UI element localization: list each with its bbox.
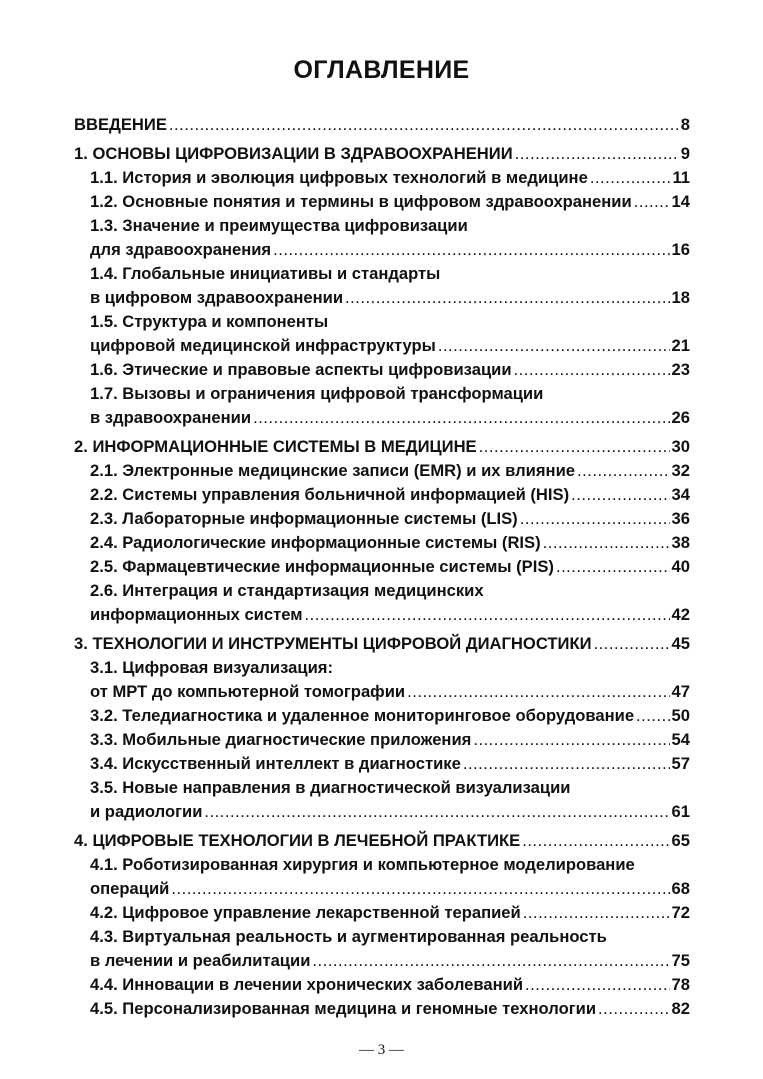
dot-leader <box>556 555 670 579</box>
toc-section-entry[interactable] <box>74 704 690 728</box>
dot-leader <box>204 800 669 824</box>
toc-entry-title: цифровой медицинской инфраструктуры <box>90 336 436 355</box>
toc-entry-row <box>90 358 690 382</box>
toc-page-number: 11 <box>672 168 690 187</box>
toc-page-number: 45 <box>671 634 690 653</box>
toc-page-number: 34 <box>671 485 690 504</box>
page-title: ОГЛАВЛЕНИЕ <box>293 56 470 84</box>
toc-entry-title: в цифровом здравоохранении <box>90 288 344 307</box>
dot-leader <box>525 973 670 997</box>
toc-entry-title-line: 4.1. Роботизированная хирургия и компьютерное моделирование <box>90 855 635 874</box>
toc-entry-row <box>90 238 690 262</box>
toc-entry-title: 3. ТЕХНОЛОГИИ И ИНСТРУМЕНТЫ ЦИФРОВОЙ ДИАГНОСТИКИ <box>74 634 592 653</box>
toc-section-entry[interactable] <box>74 166 690 190</box>
toc-entry-title: в здравоохранении <box>90 408 252 427</box>
toc-section-entry[interactable] <box>74 728 690 752</box>
toc-entry-row <box>90 507 690 531</box>
toc-entry-row <box>90 680 690 704</box>
dot-leader <box>543 531 670 555</box>
toc-entry-title: от МРТ до компьютерной томографии <box>90 682 406 701</box>
toc-entry-title-line: 3.1. Цифровая визуализация: <box>90 658 333 677</box>
toc-section-entry[interactable] <box>74 214 690 262</box>
toc-section-entry[interactable] <box>74 310 690 358</box>
dot-leader <box>577 459 670 483</box>
toc-section-entry[interactable] <box>74 382 690 430</box>
toc-entry-title: 3.2. Теледиагностика и удаленное мониторинговое оборудование <box>90 706 635 725</box>
toc-page-number: 65 <box>671 831 690 850</box>
toc-section-entry[interactable] <box>74 358 690 382</box>
toc-chapter-entry[interactable] <box>74 113 690 137</box>
toc-entry-title: 3.3. Мобильные диагностические приложения <box>90 730 472 749</box>
toc-entry-title: 1. ОСНОВЫ ЦИФРОВИЗАЦИИ В ЗДРАВООХРАНЕНИИ <box>74 144 513 163</box>
toc-entry-title-line: 3.5. Новые направления в диагностической визуализации <box>90 778 571 797</box>
toc-page-number: 30 <box>671 437 690 456</box>
toc-entry-title-line: 1.5. Структура и компоненты <box>90 312 329 331</box>
toc-section-entry[interactable] <box>74 901 690 925</box>
toc-entry-title: для здравоохранения <box>90 240 272 259</box>
dot-leader <box>407 680 669 704</box>
toc-entry-row <box>90 728 690 752</box>
dot-leader <box>479 435 670 459</box>
toc-entry-title: операций <box>90 879 170 898</box>
dot-leader <box>634 190 670 214</box>
toc-page-number: 26 <box>671 408 690 427</box>
toc-entry-row <box>90 190 690 214</box>
toc-chapter-entry[interactable] <box>74 142 690 166</box>
toc-entry-row <box>74 113 690 137</box>
toc-chapter-entry[interactable] <box>74 829 690 853</box>
toc-page-number: 8 <box>680 115 690 134</box>
toc-entry-title-line: 2.6. Интеграция и стандартизация медицинских <box>90 581 484 600</box>
table-of-contents <box>74 113 690 1021</box>
toc-section-entry[interactable] <box>74 973 690 997</box>
toc-page-number: 32 <box>671 461 690 480</box>
toc-section-entry[interactable] <box>74 997 690 1021</box>
toc-page-number: 42 <box>671 605 690 624</box>
dot-leader <box>171 877 669 901</box>
dot-leader <box>636 704 669 728</box>
toc-section-entry[interactable] <box>74 925 690 973</box>
dot-leader <box>594 632 670 656</box>
toc-page-number: 54 <box>671 730 690 749</box>
toc-page-number: 40 <box>671 557 690 576</box>
toc-entry-row <box>90 973 690 997</box>
dot-leader <box>523 901 670 925</box>
toc-entry-title: информационных систем <box>90 605 303 624</box>
dot-leader <box>438 334 670 358</box>
dot-leader <box>273 238 669 262</box>
toc-entry-title-line: 1.4. Глобальные инициативы и стандарты <box>90 264 441 283</box>
toc-entry-row <box>90 531 690 555</box>
toc-entry-title-line: 1.7. Вызовы и ограничения цифровой трансформации <box>90 384 544 403</box>
toc-entry-row <box>90 704 690 728</box>
toc-entry-row <box>90 459 690 483</box>
toc-entry-title: 2.3. Лабораторные информационные системы (LIS) <box>90 509 518 528</box>
dot-leader <box>345 286 669 310</box>
toc-entry-title: 4.4. Инновации в лечении хронических заболеваний <box>90 975 524 994</box>
toc-entry-row <box>90 997 690 1021</box>
dot-leader <box>169 113 679 137</box>
toc-entry-title: 2. ИНФОРМАЦИОННЫЕ СИСТЕМЫ В МЕДИЦИНЕ <box>74 437 477 456</box>
toc-entry-title: и радиологии <box>90 802 203 821</box>
toc-section-entry[interactable] <box>74 752 690 776</box>
toc-page-number: 23 <box>671 360 690 379</box>
toc-page-number: 36 <box>671 509 690 528</box>
toc-entry-title: 4.5. Персонализированная медицина и геномные технологии <box>90 999 597 1018</box>
dot-leader <box>514 358 670 382</box>
toc-entry-title-line: 1.3. Значение и преимущества цифровизации <box>90 216 468 235</box>
dot-leader <box>463 752 670 776</box>
dot-leader <box>571 483 669 507</box>
toc-page-number: 16 <box>671 240 690 259</box>
toc-entry-title: в лечении и реабилитации <box>90 951 311 970</box>
toc-page-number: 50 <box>671 706 690 725</box>
dot-leader <box>590 166 671 190</box>
toc-section-entry[interactable] <box>74 190 690 214</box>
toc-entry-title: ВВЕДЕНИЕ <box>74 115 167 134</box>
toc-entry-title: 2.5. Фармацевтические информационные системы (PIS) <box>90 557 554 576</box>
toc-page-number: 75 <box>671 951 690 970</box>
toc-page-number: 14 <box>671 192 690 211</box>
toc-section-entry[interactable] <box>74 507 690 531</box>
toc-entry-title: 1.6. Этические и правовые аспекты цифровизации <box>90 360 512 379</box>
toc-entry-row <box>90 555 690 579</box>
toc-section-entry[interactable] <box>74 555 690 579</box>
toc-page-number: 68 <box>671 879 690 898</box>
dot-leader <box>253 406 669 430</box>
toc-entry-row <box>74 435 690 459</box>
toc-entry-title: 1.1. История и эволюция цифровых технологий в медицине <box>90 168 588 187</box>
toc-page-number: 9 <box>680 144 690 163</box>
toc-entry-row <box>90 800 690 824</box>
toc-entry-row <box>90 483 690 507</box>
toc-entry-row <box>74 632 690 656</box>
toc-entry-title-line: 4.3. Виртуальная реальность и аугментированная реальность <box>90 927 607 946</box>
toc-entry-title: 1.2. Основные понятия и термины в цифровом здравоохранении <box>90 192 632 211</box>
toc-entry-row <box>90 406 690 430</box>
dot-leader <box>520 507 670 531</box>
toc-page-number: 18 <box>671 288 690 307</box>
toc-page-number: 82 <box>671 999 690 1018</box>
toc-entry-row <box>90 877 690 901</box>
toc-entry-title: 3.4. Искусственный интеллект в диагностике <box>90 754 461 773</box>
dot-leader <box>305 603 670 627</box>
toc-entry-row <box>90 603 690 627</box>
toc-section-entry[interactable] <box>74 776 690 824</box>
toc-entry-title: 2.4. Радиологические информационные системы (RIS) <box>90 533 541 552</box>
page-number: — 3 — <box>359 1042 404 1058</box>
toc-page-number: 61 <box>671 802 690 821</box>
toc-page-number: 72 <box>671 903 690 922</box>
toc-chapter-entry[interactable] <box>74 435 690 459</box>
toc-entry-title: 4. ЦИФРОВЫЕ ТЕХНОЛОГИИ В ЛЕЧЕБНОЙ ПРАКТИКЕ <box>74 831 521 850</box>
toc-entry-row <box>74 142 690 166</box>
toc-entry-row <box>90 901 690 925</box>
dot-leader <box>522 829 669 853</box>
toc-section-entry[interactable] <box>74 531 690 555</box>
toc-entry-row <box>74 829 690 853</box>
dot-leader <box>598 997 670 1021</box>
toc-section-entry[interactable] <box>74 262 690 310</box>
toc-page-number: 21 <box>671 336 690 355</box>
toc-entry-row <box>90 949 690 973</box>
dot-leader <box>312 949 669 973</box>
toc-entry-row <box>90 334 690 358</box>
dot-leader <box>473 728 669 752</box>
toc-page-number: 57 <box>671 754 690 773</box>
toc-entry-row <box>90 752 690 776</box>
toc-entry-title: 4.2. Цифровое управление лекарственной терапией <box>90 903 521 922</box>
toc-section-entry[interactable] <box>74 579 690 627</box>
toc-entry-title: 2.1. Электронные медицинские записи (EMR) и их влияние <box>90 461 575 480</box>
toc-section-entry[interactable] <box>74 853 690 901</box>
toc-section-entry[interactable] <box>74 459 690 483</box>
toc-section-entry[interactable] <box>74 483 690 507</box>
toc-page-number: 78 <box>671 975 690 994</box>
toc-page-number: 38 <box>671 533 690 552</box>
toc-entry-row <box>90 286 690 310</box>
toc-chapter-entry[interactable] <box>74 632 690 656</box>
toc-entry-row <box>90 166 690 190</box>
toc-page-number: 47 <box>671 682 690 701</box>
dot-leader <box>515 142 679 166</box>
toc-section-entry[interactable] <box>74 656 690 704</box>
toc-entry-title: 2.2. Системы управления больничной информацией (HIS) <box>90 485 570 504</box>
